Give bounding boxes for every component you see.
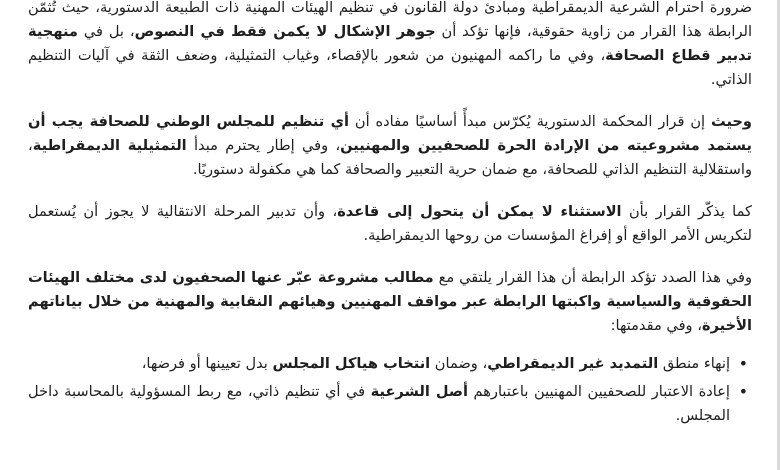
text-run: إنهاء منطق xyxy=(658,355,730,372)
bold-text-run: منهجية تدبير قطاع الصحافة xyxy=(28,23,752,64)
text-run: ، وفي إطار يحترم مبدأ xyxy=(186,137,341,154)
paragraph-demands xyxy=(28,266,752,338)
bold-text-run: أصل الشرعية xyxy=(370,383,468,400)
text-run: ، وأن تدبير المرحلة الانتقالية لا يجوز أن يُستعمل لتكريس الأمر الواقع أو إفراغ المؤسسات من روحها الديمقراطية. xyxy=(28,203,752,244)
bold-text-run: مطالب مشروعة عبّر عنها الصحفيون لدى مختلف الهيئات الحقوقية والسياسية واكبتها الرابطة عبر مواقف المهنيين وهيائهم النقابية والمهنية من خلال بياناتهم الأخيرة xyxy=(28,269,752,334)
text-run: ، بل في xyxy=(77,23,135,40)
paragraph-legitimacy xyxy=(28,0,752,92)
text-run: ، وضمان xyxy=(430,355,488,372)
list-item xyxy=(28,352,730,376)
text-run: ضرورة احترام الشرعية الديمقراطية ومبادئ دولة القانون في تنظيم الهيئات المهنية ذات الطبيعة الدستورية، حيث تُثمّن الرابطة هذا القرار من زاوية حقوقية، فإنها تؤكد أن xyxy=(28,0,752,40)
bold-text-run: التمديد غير الديمقراطي xyxy=(487,355,659,372)
text-run: إن قرار المحكمة الدستورية يُكرّس مبدأً أساسيًا مفاده أن xyxy=(348,113,711,130)
bold-text-run: وحيث xyxy=(711,113,752,130)
text-run: ، وفي مقدمتها: xyxy=(610,317,702,334)
text-run: ، وفي ما راكمه المهنيون من شعور بالإقصاء، وغياب التمثيلية، وضعف الثقة في آليات التنظيم الذاتي. xyxy=(28,47,752,88)
text-run: كما يذكّر القرار بأن xyxy=(621,203,752,220)
text-run: بدل تعيينها أو فرضها، xyxy=(141,355,273,372)
list-item xyxy=(28,380,730,428)
bold-text-run: التمثيلية الديمقراطية xyxy=(32,137,187,154)
demands-list xyxy=(28,352,752,428)
bold-text-run: أي تنظيم للمجلس الوطني للصحافة يجب أن يستمد مشروعيته من الإرادة الحرة للصحفيين والمهنيين xyxy=(28,113,753,154)
bold-text-run: جوهر الإشكال لا يكمن فقط في النصوص xyxy=(134,23,436,40)
text-run: إعادة الاعتبار للصحفيين المهنيين باعتبارهم xyxy=(467,383,730,400)
text-run: وفي هذا الصدد تؤكد الرابطة أن هذا القرار يلتقي مع xyxy=(433,269,752,286)
paragraph-exception-rule xyxy=(28,200,752,248)
bold-text-run: انتخاب هياكل المجلس xyxy=(272,355,431,372)
paragraph-constitutional-court xyxy=(28,110,752,182)
text-run: ، واستقلالية التنظيم الذاتي للصحافة، مع ضمان حرية التعبير والصحافة كما هي مكفولة دستوريًا. xyxy=(28,137,752,178)
text-run: في أي تنظيم ذاتي، مع ربط المسؤولية بالمحاسبة داخل المجلس. xyxy=(28,383,730,424)
bold-text-run: الاستثناء لا يمكن أن يتحول إلى قاعدة xyxy=(337,203,622,220)
